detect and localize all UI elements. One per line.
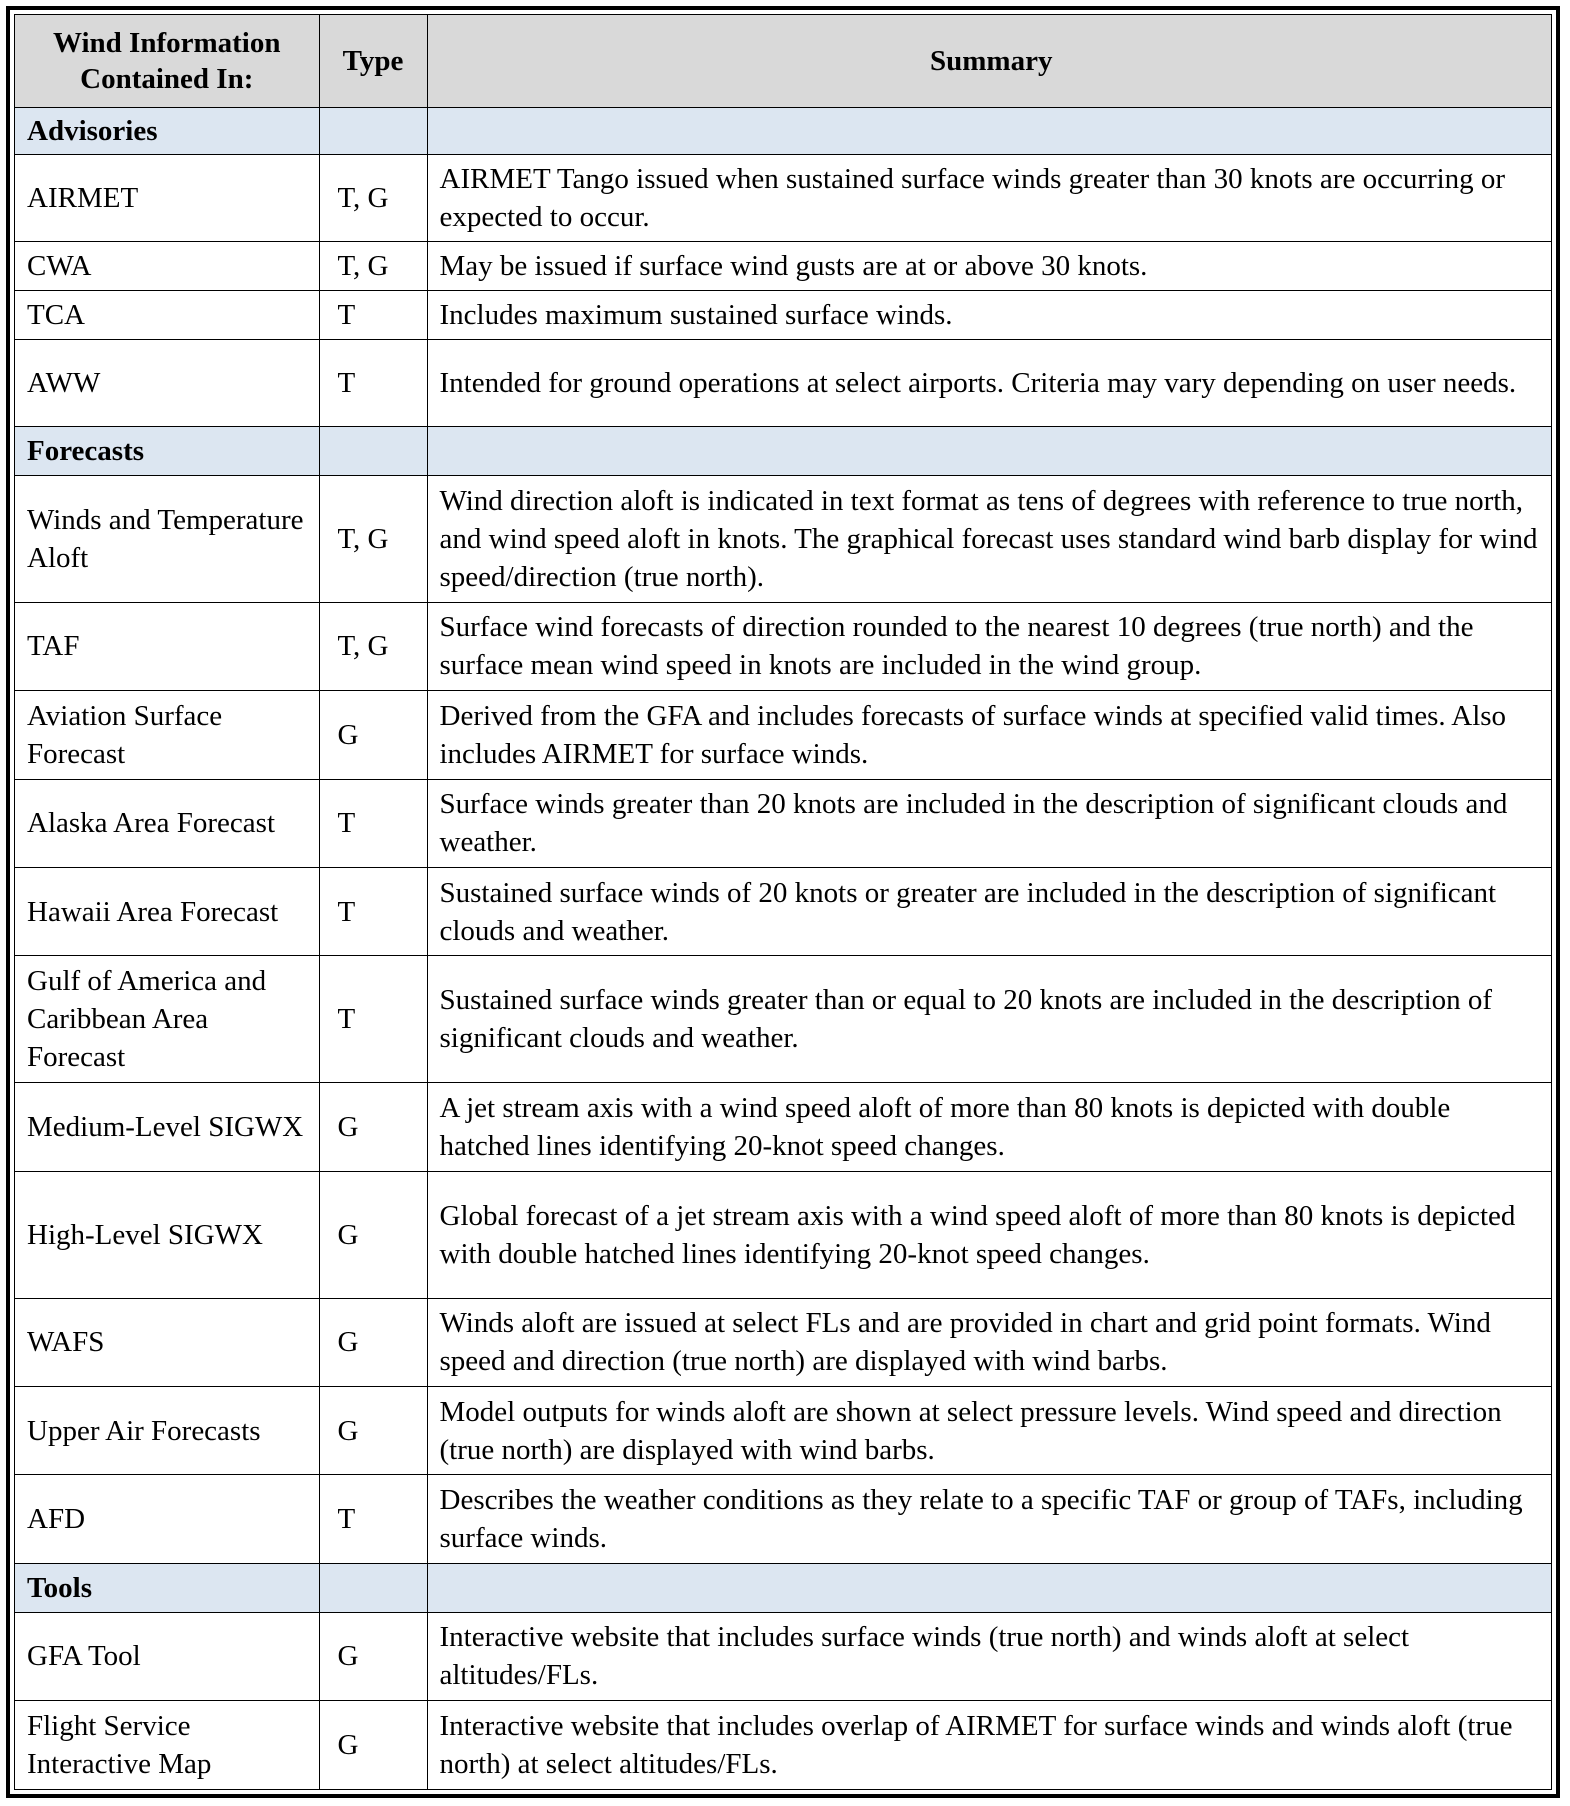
product-summary: Derived from the GFA and includes forecasts of surface winds at specified valid times. Also includes AIRMET for surface winds. bbox=[427, 691, 1551, 779]
section-label-advisories: Advisories bbox=[15, 107, 319, 154]
table-row bbox=[15, 1612, 1551, 1700]
product-name: TCA bbox=[15, 290, 319, 339]
product-name: Flight Service Interactive Map bbox=[15, 1701, 319, 1789]
product-name: Hawaii Area Forecast bbox=[15, 867, 319, 955]
product-summary: Interactive website that includes overlap of AIRMET for surface winds and winds aloft (true north) at select altitudes/FLs. bbox=[427, 1701, 1551, 1789]
section-empty-cell bbox=[319, 1563, 427, 1612]
product-summary: May be issued if surface wind gusts are at or above 30 knots. bbox=[427, 242, 1551, 291]
table-row bbox=[15, 956, 1551, 1083]
section-row-tools bbox=[15, 1563, 1551, 1612]
table-row bbox=[15, 602, 1551, 690]
product-summary: Sustained surface winds greater than or equal to 20 knots are included in the description of significant clouds and weather. bbox=[427, 956, 1551, 1083]
table-row bbox=[15, 242, 1551, 291]
section-label-forecasts: Forecasts bbox=[15, 426, 319, 475]
product-summary: Model outputs for winds aloft are shown at select pressure levels. Wind speed and direction (true north) are displayed with wind barbs. bbox=[427, 1387, 1551, 1475]
header-type: Type bbox=[319, 15, 427, 107]
section-empty-cell bbox=[319, 426, 427, 475]
product-name: WAFS bbox=[15, 1298, 319, 1386]
product-type: G bbox=[319, 1083, 427, 1171]
product-summary: Interactive website that includes surface winds (true north) and winds aloft at select altitudes/FLs. bbox=[427, 1612, 1551, 1700]
product-type: T, G bbox=[319, 475, 427, 602]
table-row bbox=[15, 290, 1551, 339]
table-row bbox=[15, 475, 1551, 602]
section-empty-cell bbox=[427, 107, 1551, 154]
table-row bbox=[15, 1083, 1551, 1171]
product-type: G bbox=[319, 1171, 427, 1298]
section-row-advisories bbox=[15, 107, 1551, 154]
product-summary: Sustained surface winds of 20 knots or greater are included in the description of significant clouds and weather. bbox=[427, 867, 1551, 955]
section-empty-cell bbox=[427, 426, 1551, 475]
product-type: G bbox=[319, 1701, 427, 1789]
product-summary: Intended for ground operations at select airports. Criteria may vary depending on user needs. bbox=[427, 339, 1551, 426]
product-summary: Surface wind forecasts of direction rounded to the nearest 10 degrees (true north) and the surface mean wind speed in knots are included in the wind group. bbox=[427, 602, 1551, 690]
wind-information-table bbox=[15, 15, 1551, 1789]
table-row bbox=[15, 154, 1551, 241]
table-row bbox=[15, 779, 1551, 867]
product-type: T, G bbox=[319, 242, 427, 291]
product-name: Alaska Area Forecast bbox=[15, 779, 319, 867]
product-name: Gulf of America and Caribbean Area Forecast bbox=[15, 956, 319, 1083]
product-type: T bbox=[319, 1475, 427, 1563]
product-type: G bbox=[319, 1298, 427, 1386]
product-type: T, G bbox=[319, 154, 427, 241]
table-row bbox=[15, 339, 1551, 426]
product-name: Aviation Surface Forecast bbox=[15, 691, 319, 779]
header-info: Wind Information Contained In: bbox=[15, 15, 319, 107]
product-type: T bbox=[319, 779, 427, 867]
table-row bbox=[15, 1387, 1551, 1475]
product-name: AWW bbox=[15, 339, 319, 426]
table-row bbox=[15, 1475, 1551, 1563]
product-name: High-Level SIGWX bbox=[15, 1171, 319, 1298]
product-name: Medium-Level SIGWX bbox=[15, 1083, 319, 1171]
table-row bbox=[15, 691, 1551, 779]
product-summary: Global forecast of a jet stream axis with a wind speed aloft of more than 80 knots is depicted with double hatched lines identifying 20-knot speed changes. bbox=[427, 1171, 1551, 1298]
product-type: T bbox=[319, 290, 427, 339]
product-name: CWA bbox=[15, 242, 319, 291]
header-summary: Summary bbox=[427, 15, 1551, 107]
product-summary: Wind direction aloft is indicated in text format as tens of degrees with reference to true north, and wind speed aloft in knots. The graphical forecast uses standard wind barb display for wind speed/direction (true north). bbox=[427, 475, 1551, 602]
product-summary: Includes maximum sustained surface winds. bbox=[427, 290, 1551, 339]
product-summary: Describes the weather conditions as they relate to a specific TAF or group of TAFs, including surface winds. bbox=[427, 1475, 1551, 1563]
product-name: AFD bbox=[15, 1475, 319, 1563]
product-name: Winds and Temperature Aloft bbox=[15, 475, 319, 602]
product-name: Upper Air Forecasts bbox=[15, 1387, 319, 1475]
product-name: AIRMET bbox=[15, 154, 319, 241]
section-empty-cell bbox=[319, 107, 427, 154]
table-row bbox=[15, 1171, 1551, 1298]
product-type: T, G bbox=[319, 602, 427, 690]
table-frame bbox=[6, 6, 1560, 1798]
product-type: T bbox=[319, 867, 427, 955]
product-summary: Surface winds greater than 20 knots are included in the description of significant clouds and weather. bbox=[427, 779, 1551, 867]
product-type: G bbox=[319, 1387, 427, 1475]
section-label-tools: Tools bbox=[15, 1563, 319, 1612]
section-row-forecasts bbox=[15, 426, 1551, 475]
product-name: TAF bbox=[15, 602, 319, 690]
table-frame-inner bbox=[14, 14, 1552, 1790]
product-type: T bbox=[319, 956, 427, 1083]
table-row bbox=[15, 1701, 1551, 1789]
product-type: G bbox=[319, 691, 427, 779]
product-name: GFA Tool bbox=[15, 1612, 319, 1700]
product-summary: AIRMET Tango issued when sustained surface winds greater than 30 knots are occurring or expected to occur. bbox=[427, 154, 1551, 241]
section-empty-cell bbox=[427, 1563, 1551, 1612]
header-row bbox=[15, 15, 1551, 107]
table-row bbox=[15, 867, 1551, 955]
product-summary: A jet stream axis with a wind speed aloft of more than 80 knots is depicted with double hatched lines identifying 20-knot speed changes. bbox=[427, 1083, 1551, 1171]
product-summary: Winds aloft are issued at select FLs and are provided in chart and grid point formats. Wind speed and direction (true north) are displayed with wind barbs. bbox=[427, 1298, 1551, 1386]
product-type: T bbox=[319, 339, 427, 426]
product-type: G bbox=[319, 1612, 427, 1700]
table-row bbox=[15, 1298, 1551, 1386]
